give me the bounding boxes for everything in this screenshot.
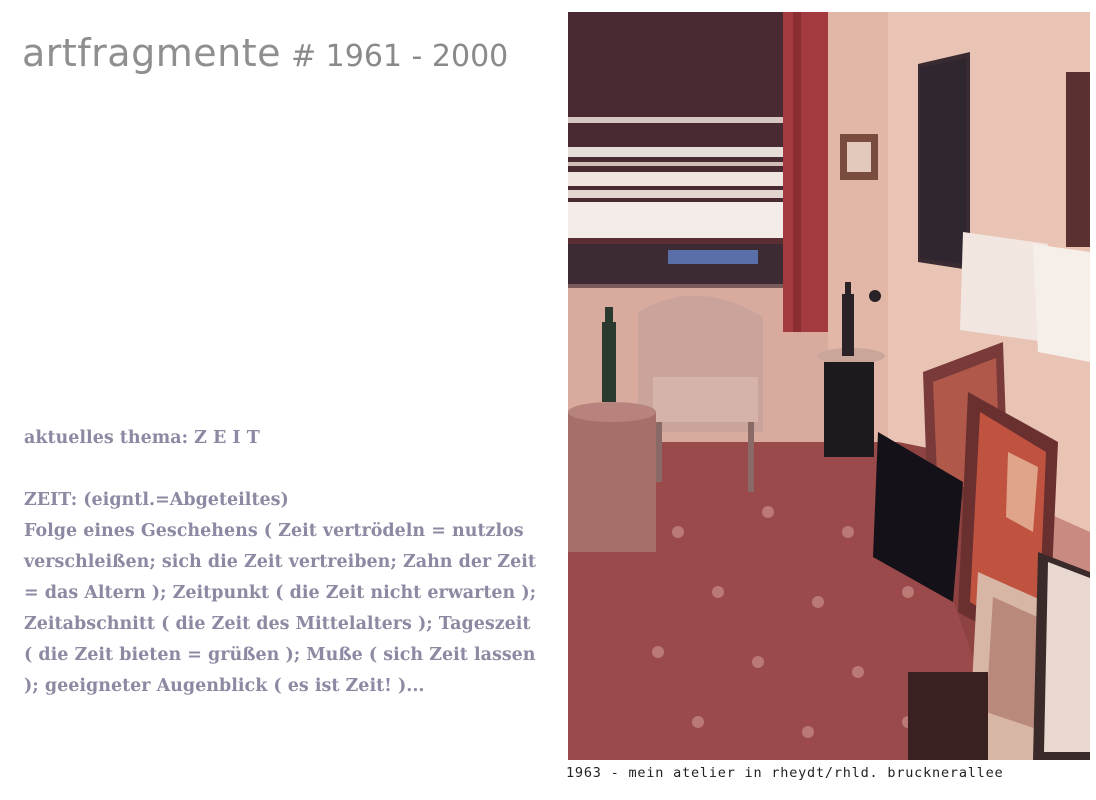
photo-caption: 1963 - mein atelier in rheydt/rhld. brucknerallee <box>566 765 1004 781</box>
paragraph-gap <box>24 454 544 485</box>
site-years: # 1961 - 2000 <box>290 39 509 74</box>
site-brand: artfragmente <box>22 31 281 75</box>
definition-body: Folge eines Geschehens ( Zeit vertrödeln = nutzlos verschleißen; sich die Zeit vertreiben; Zahn der Zeit = das Altern ); Zeitpunkt ( die Zeit nicht erwarten ); Zeitabschnitt ( die Zeit des Mittelalters ); Tageszeit ( die Zeit bieten = grüßen ); Muße ( sich Zeit lassen ); geeigneter Augenblick ( es ist Zeit! )... <box>24 521 537 696</box>
theme-text <box>24 423 544 702</box>
atelier-photo <box>568 12 1090 760</box>
site-title <box>22 28 508 82</box>
theme-label: aktuelles thema: Z E I T <box>24 428 260 448</box>
definition-title: ZEIT: (eigntl.=Abgeteiltes) <box>24 490 289 510</box>
atelier-photo-illustration <box>568 12 1090 760</box>
